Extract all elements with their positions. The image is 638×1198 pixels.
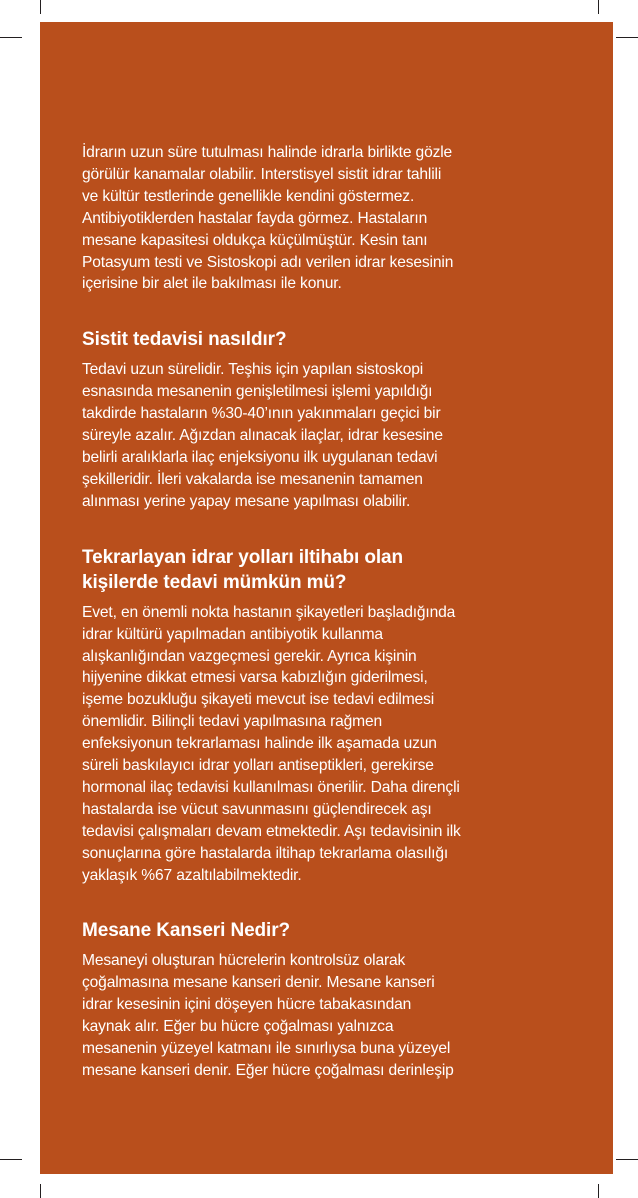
section-heading-tekrarlayan-enfeksiyon: Tekrarlayan idrar yolları iltihabı olan kişilerde tedavi mümkün mü? bbox=[82, 546, 403, 593]
crop-mark bbox=[616, 37, 638, 38]
section-heading-sistit-tedavisi: Sistit tedavisi nasıldır? bbox=[82, 329, 287, 351]
section-heading-mesane-kanseri: Mesane Kanseri Nedir? bbox=[82, 920, 291, 942]
crop-mark bbox=[0, 1159, 22, 1160]
intro-paragraph: İdrarın uzun süre tutulması halinde idrarla birlikte gözle görülür kanamalar olabilir. Interstisyel sistit idrar tahlili ve kültür testlerinde genellikle kendini göstermez. Antibiyotiklerden hastalar fayda görmez. Hastaların mesane kapasitesi oldukça küçülmüştür. Kesin tanı Potasyum testi ve Sistoskopi adı verilen idrar kesesinin içerisine bir alet ile bakılması ile konur. bbox=[82, 144, 454, 293]
section-body-tekrarlayan-enfeksiyon: Evet, en önemli nokta hastanın şikayetleri başladığında idrar kültürü yapılmadan antibiyotik kullanma alışkanlığından vazgeçmesi gerekir. Ayrıca kişinin hijyenine dikkat etmesi varsa kabızlığın giderilmesi, işeme bozukluğu şikayeti mevcut ise tedavi edilmesi önemlidir. Bilinçli tedavi yapılmasına rağmen enfeksiyonun tekrarlaması halinde ilk aşamada uzun süreli baskılayıcı idrar yolları antiseptikleri, gerekirse hormonal ilaç tedavisi kullanılması önerilir. Daha dirençli hastalarda ise vücut savunmasını güçlendirecek aşı tedavisi çalışmaları devam etmektedir. Aşı tedavisinin ilk sonuçlarına göre hastalarda iltihap tekrarlama olasılığı yaklaşık %67 azaltılabilmektedir. bbox=[82, 603, 461, 884]
page-content bbox=[82, 142, 582, 1082]
crop-mark bbox=[40, 0, 41, 14]
crop-mark bbox=[0, 37, 22, 38]
crop-mark bbox=[598, 0, 599, 14]
crop-mark bbox=[40, 1184, 41, 1198]
section-body-mesane-kanseri: Mesaneyi oluşturan hücrelerin kontrolsüz olarak çoğalmasına mesane kanseri denir. Mesane kanseri idrar kesesinin içini döşeyen hücre tabakasından kaynak alır. Eğer bu hücre çoğalması yalnızca mesanenin yüzeyel katmanı ile sınırlıysa buna yüzeyel mesane kanseri denir. Eğer hücre çoğalması derinleşip bbox=[82, 952, 454, 1079]
crop-mark bbox=[616, 1159, 638, 1160]
section-body-sistit-tedavisi: Tedavi uzun sürelidir. Teşhis için yapılan sistoskopi esnasında mesanenin genişletilmesi işlemi yapıldığı takdirde hastaların %30-40’ının yakınmaları geçici bir süreyle azalır. Ağızdan alınacak ilaçlar, idrar kesesine belirli aralıklarla ilaç enjeksiyonu ilk uygulanan tedavi şekilleridir. İleri vakalarda ise mesanenin tamamen alınması yerine yapay mesane yapılması olabilir. bbox=[82, 361, 443, 510]
crop-mark bbox=[598, 1184, 599, 1198]
